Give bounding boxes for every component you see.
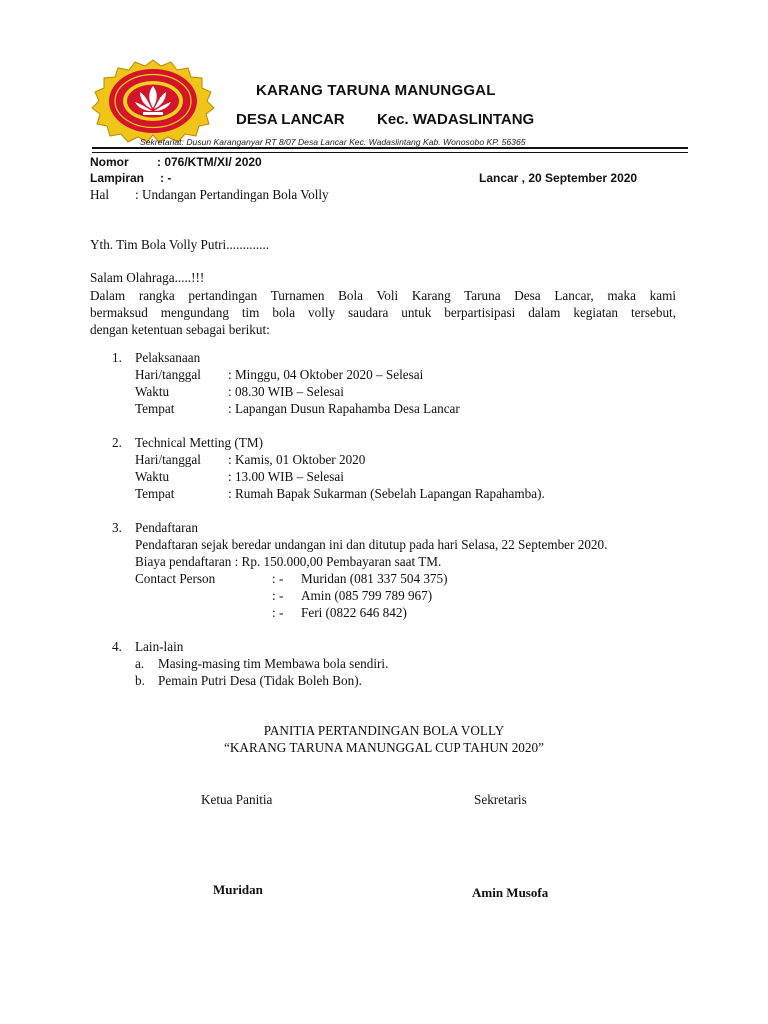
- secretary-role: Sekretaris: [474, 792, 527, 807]
- intro-line: dengan ketentuan sebagai berikut:: [90, 322, 270, 337]
- contact-entry: Amin (085 799 789 967): [301, 588, 433, 603]
- section-number: 3.: [112, 520, 122, 535]
- detail-label: Waktu: [135, 384, 170, 399]
- contact-entry: Feri (0822 646 842): [301, 605, 407, 620]
- detail-label: Tempat: [135, 401, 175, 416]
- nomor-label: Nomor: [90, 155, 129, 169]
- contact-entry: Muridan (081 337 504 375): [301, 571, 448, 586]
- organization-logo: [88, 56, 218, 144]
- detail-value: : Rumah Bapak Sukarman (Sebelah Lapangan Rapahamba).: [228, 486, 545, 501]
- detail-value: : Lapangan Dusun Rapahamba Desa Lancar: [228, 401, 460, 416]
- detail-value: : 13.00 WIB – Selesai: [228, 469, 344, 484]
- place-date: Lancar , 20 September 2020: [479, 171, 638, 185]
- list-item: Masing-masing tim Membawa bola sendiri.: [158, 656, 389, 671]
- chairman-name: Muridan: [213, 882, 263, 897]
- greeting: Salam Olahraga.....!!!: [90, 270, 205, 285]
- section-number: 1.: [112, 350, 122, 365]
- nomor-value: : 076/KTM/XI/ 2020: [157, 155, 262, 169]
- section-title-pelaksanaan: Pelaksanaan: [135, 350, 201, 365]
- section-title-technical-meeting: Technical Metting (TM): [135, 435, 263, 450]
- section-number: 2.: [112, 435, 122, 450]
- detail-label: Hari/tanggal: [135, 452, 201, 467]
- secretariat-address: Sekretariat: Dusun Karanganyar RT 8/07 Desa Lancar Kec. Wadaslintang Kab. Wonosobo KP. 56365: [140, 137, 526, 147]
- header-rule-thin: [92, 152, 688, 153]
- section-title-lain-lain: Lain-lain: [135, 639, 184, 654]
- contact-separator: : -: [272, 588, 284, 603]
- detail-label: Waktu: [135, 469, 170, 484]
- section-number: 4.: [112, 639, 122, 654]
- intro-paragraph: [90, 287, 676, 338]
- district-name: Kec. WADASLINTANG: [377, 111, 535, 128]
- list-marker: a.: [135, 656, 145, 671]
- contact-person-label: Contact Person: [135, 571, 216, 586]
- secretary-name: Amin Musofa: [472, 885, 549, 900]
- registration-fee: Biaya pendaftaran : Rp. 150.000,00 Pembayaran saat TM.: [135, 554, 442, 569]
- contact-separator: : -: [272, 571, 284, 586]
- intro-line: Dalam rangka pertandingan Turnamen Bola Voli Karang Taruna Desa Lancar, maka kami: [90, 288, 676, 303]
- hal-label: Hal: [90, 187, 110, 202]
- lampiran-label: Lampiran: [90, 171, 145, 185]
- organization-title: KARANG TARUNA MANUNGGAL: [256, 82, 496, 99]
- village-name: DESA LANCAR: [236, 111, 345, 128]
- committee-title: PANITIA PERTANDINGAN BOLA VOLLY: [263, 723, 505, 738]
- detail-value: : 08.30 WIB – Selesai: [228, 384, 344, 399]
- intro-line: bermaksud mengundang tim bola volly saudara untuk berpartisipasi dalam kegiatan tersebut,: [90, 305, 676, 320]
- lampiran-value: : -: [160, 171, 172, 185]
- detail-value: : Kamis, 01 Oktober 2020: [228, 452, 366, 467]
- registration-info: Pendaftaran sejak beredar undangan ini dan ditutup pada hari Selasa, 22 September 2020.: [135, 537, 608, 552]
- contact-separator: : -: [272, 605, 284, 620]
- list-marker: b.: [135, 673, 145, 688]
- committee-event: “KARANG TARUNA MANUNGGAL CUP TAHUN 2020”: [224, 740, 544, 755]
- detail-label: Hari/tanggal: [135, 367, 201, 382]
- detail-value: : Minggu, 04 Oktober 2020 – Selesai: [228, 367, 424, 382]
- header-rule-thick: [92, 147, 688, 149]
- hal-value: : Undangan Pertandingan Bola Volly: [135, 187, 329, 202]
- section-title-pendaftaran: Pendaftaran: [135, 520, 198, 535]
- list-item: Pemain Putri Desa (Tidak Boleh Bon).: [158, 673, 362, 688]
- chairman-role: Ketua Panitia: [201, 792, 273, 807]
- detail-label: Tempat: [135, 486, 175, 501]
- recipient: Yth. Tim Bola Volly Putri.............: [90, 237, 270, 252]
